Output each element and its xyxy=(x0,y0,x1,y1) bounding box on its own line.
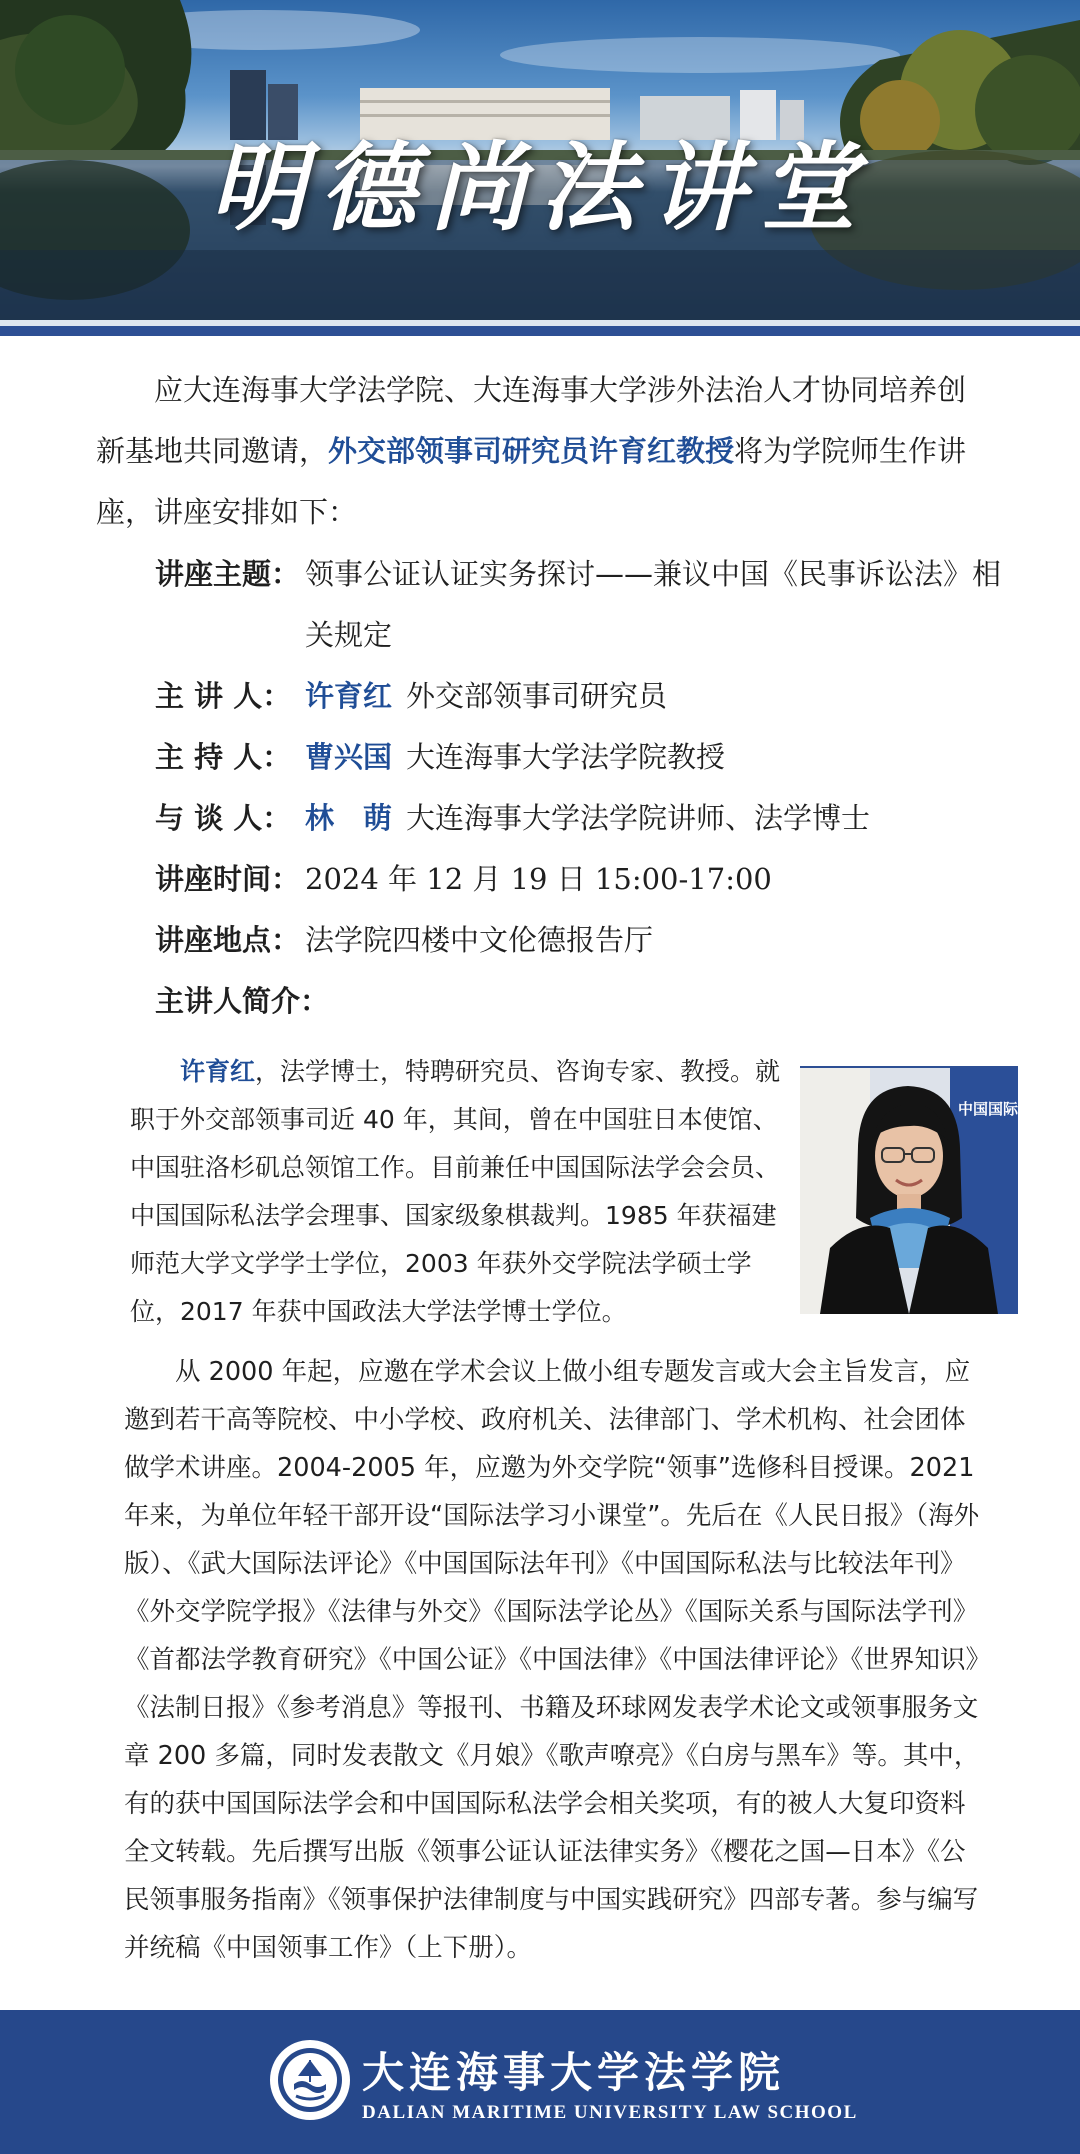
intro-highlight: 外交部领事司研究员许育红教授 xyxy=(328,434,735,468)
banner-title: 明德尚法讲堂 xyxy=(210,131,870,244)
university-logo-icon xyxy=(268,2038,352,2122)
info-row-topic xyxy=(155,544,1005,666)
topic-label: 讲座主题： xyxy=(155,557,301,591)
info-row-host xyxy=(155,727,1005,788)
discussant-title: 大连海事大学法学院讲师、法学博士 xyxy=(406,801,871,835)
host-title: 大连海事大学法学院教授 xyxy=(406,740,726,774)
speaker-name: 许育红 xyxy=(305,679,393,713)
venue-value: 法学院四楼中文伦德报告厅 xyxy=(305,923,654,957)
bio-paragraph xyxy=(130,1048,790,1336)
bio-name: 许育红 xyxy=(180,1057,256,1086)
footer-school-name-cn: 大连海事大学法学院 xyxy=(362,2048,786,2097)
intro-text-after: 将为学院师生作讲座，讲座安排如下： xyxy=(96,434,967,529)
footer-school-name-en: DALIAN MARITIME UNIVERSITY LAW SCHOOL xyxy=(362,2102,858,2123)
discussant-label: 与 谈 人： xyxy=(155,801,292,835)
venue-label: 讲座地点： xyxy=(155,923,301,957)
info-row-bio-heading xyxy=(155,971,1005,1032)
info-row-time xyxy=(155,849,1005,910)
speaker-photo xyxy=(800,1068,1018,1314)
speaker-label: 主 讲 人： xyxy=(155,679,292,713)
career-paragraph: 从 2000 年起，应邀在学术会议上做小组专题发言或大会主旨发言，应邀到若干高等院校、中小学校、政府机关、法律部门、学术机构、社会团体做学术讲座。2004-2005 年，应邀为外交学院“领事”选修科目授课。2021 年来，为单位年轻干部开设“国际法学习小课堂”。先后在《人民日报》（海外版）、《武大国际法评论》《中国国际法年刊》《中国国际私法与比较法年刊》《外交学院学报》《法律与外交》《国际法学论丛》《国际关系与国际法学刊》《首都法学教育研究》《中国公证》《中国法律》《中国法律评论》《世界知识》《法制日报》《参考消息》等报刊、书籍及环球网发表学术论文或领事服务文章 200 多篇，同时发表散文《月娘》《歌声嘹亮》《白房与黑车》等。其中，有的获中国国际法学会和中国国际私法学会相关奖项，有的被人大复印资料全文转载。先后撰写出版《领事公证认证法律实务》《樱花之国—日本》《公民领事服务指南》《领事保护法律制度与中国实践研究》四部专著。参与编写并统稿《中国领事工作》（上下册）。 xyxy=(124,1357,980,1963)
intro-text-before: 应大连海事大学法学院、大连海事大学涉外法治人才协同培养创新基地共同邀请， xyxy=(96,373,967,468)
speaker-bio xyxy=(130,1048,790,1336)
time-value: 2024 年 12 月 19 日 15:00-17:00 xyxy=(305,862,772,896)
discussant-name: 林 萌 xyxy=(305,801,393,835)
bio-text: ，法学博士，特聘研究员、咨询专家、教授。就职于外交部领事司近 40 年，其间，曾在中国驻日本使馆、中国驻洛杉矶总领馆工作。目前兼任中国国际法学会会员、中国国际私法学会理事、国家级象棋裁判。1985 年获福建师范大学文学学士学位，2003 年获外交学院法学硕士学位，2017 年获中国政法大学法学博士学位。 xyxy=(130,1057,781,1326)
footer xyxy=(0,2010,1080,2154)
bio-heading: 主讲人简介： xyxy=(155,984,330,1018)
lecture-info xyxy=(155,544,1005,1032)
divider-band-dark xyxy=(0,326,1080,336)
speaker-title: 外交部领事司研究员 xyxy=(406,679,668,713)
info-row-venue xyxy=(155,910,1005,971)
host-label: 主 持 人： xyxy=(155,740,292,774)
intro-paragraph xyxy=(96,360,986,543)
photo-caption: 中国国际 xyxy=(958,1100,1018,1118)
info-row-speaker xyxy=(155,666,1005,727)
time-label: 讲座时间： xyxy=(155,862,301,896)
topic-value: 领事公证认证实务探讨——兼议中国《民事诉讼法》相关规定 xyxy=(305,557,1002,652)
host-name: 曹兴国 xyxy=(305,740,393,774)
info-row-discussant xyxy=(155,788,1005,849)
header-banner xyxy=(0,0,1080,320)
